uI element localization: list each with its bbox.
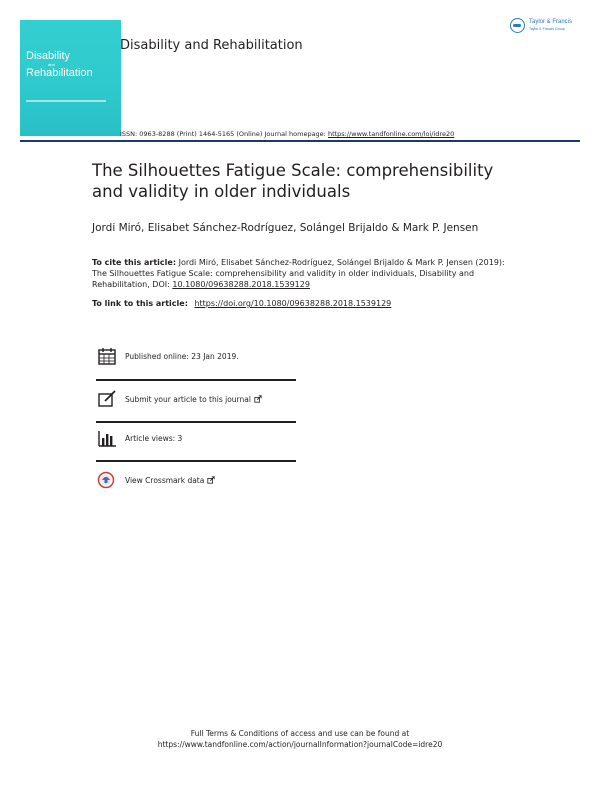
- bar-chart-icon: [96, 429, 118, 447]
- crossmark-icon: [96, 471, 118, 489]
- published-row: [96, 341, 296, 371]
- article-link-label: To link to this article:: [92, 299, 188, 308]
- cover-subtitle-bar: [26, 100, 106, 102]
- journal-homepage-link[interactable]: https://www.tandfonline.com/loi/idre20: [327, 130, 455, 138]
- header-divider: [20, 140, 580, 142]
- article-doi-url-link[interactable]: https://doi.org/10.1080/09638288.2018.1539129: [194, 299, 392, 308]
- publisher-name: Taylor & Francis: [529, 19, 573, 25]
- journal-cover: [20, 20, 121, 136]
- cover-title: [26, 50, 93, 79]
- article-authors: Jordi Miró, Elisabet Sánchez-Rodríguez, Solángel Brijaldo & Mark P. Jensen: [92, 222, 479, 234]
- publisher-logo-icon: [510, 18, 525, 33]
- citation-text: Jordi Miró, Elisabet Sánchez-Rodríguez, Solángel Brijaldo & Mark P. Jensen (2019): The Silhouettes Fatigue Scale: comprehensibility and validity in older individuals, Disability and Rehabilitation, DOI:: [92, 258, 505, 289]
- crossmark-row[interactable]: [96, 465, 296, 495]
- cover-title-line1: Disability: [26, 50, 71, 62]
- info-divider-1: [96, 379, 296, 381]
- info-divider-3: [96, 460, 296, 462]
- citation-doi-link[interactable]: 10.1080/09638288.2018.1539129: [172, 280, 310, 289]
- edit-icon: [96, 390, 118, 408]
- footer-terms-text: Full Terms & Conditions of access and use can be found at: [190, 729, 410, 738]
- submit-article-row[interactable]: [96, 384, 296, 414]
- crossmark-link[interactable]: View Crossmark data: [125, 475, 205, 485]
- external-link-icon: [254, 395, 262, 403]
- citation-block: [92, 257, 512, 290]
- issn-line: [120, 130, 454, 138]
- footer-terms-url[interactable]: https://www.tandfonline.com/action/journalInformation?journalCode=idre20: [157, 740, 443, 749]
- article-title-line1: The Silhouettes Fatigue Scale: comprehensibility: [92, 161, 494, 180]
- publisher-subname: Taylor & Francis Group: [529, 27, 565, 31]
- article-title-line2: and validity in older individuals: [92, 182, 351, 201]
- page-footer: [0, 728, 600, 750]
- article-views-row: [96, 423, 296, 453]
- cover-title-line2: Rehabilitation: [26, 67, 93, 79]
- issn-text: ISSN: 0963-8288 (Print) 1464-5165 (Online) Journal homepage:: [120, 130, 326, 138]
- calendar-icon: [96, 347, 118, 365]
- article-link-block: [92, 299, 391, 308]
- journal-title: Disability and Rehabilitation: [120, 38, 303, 53]
- external-link-icon: [207, 476, 215, 484]
- cover-title-and: and: [48, 62, 55, 67]
- article-title: [92, 160, 562, 202]
- published-date-text: Published online: 23 Jan 2019.: [125, 351, 239, 361]
- submit-article-link[interactable]: Submit your article to this journal: [125, 394, 251, 404]
- citation-label: To cite this article:: [92, 258, 177, 267]
- article-views-text: Article views: 3: [125, 433, 183, 443]
- publisher-logo: [510, 18, 590, 38]
